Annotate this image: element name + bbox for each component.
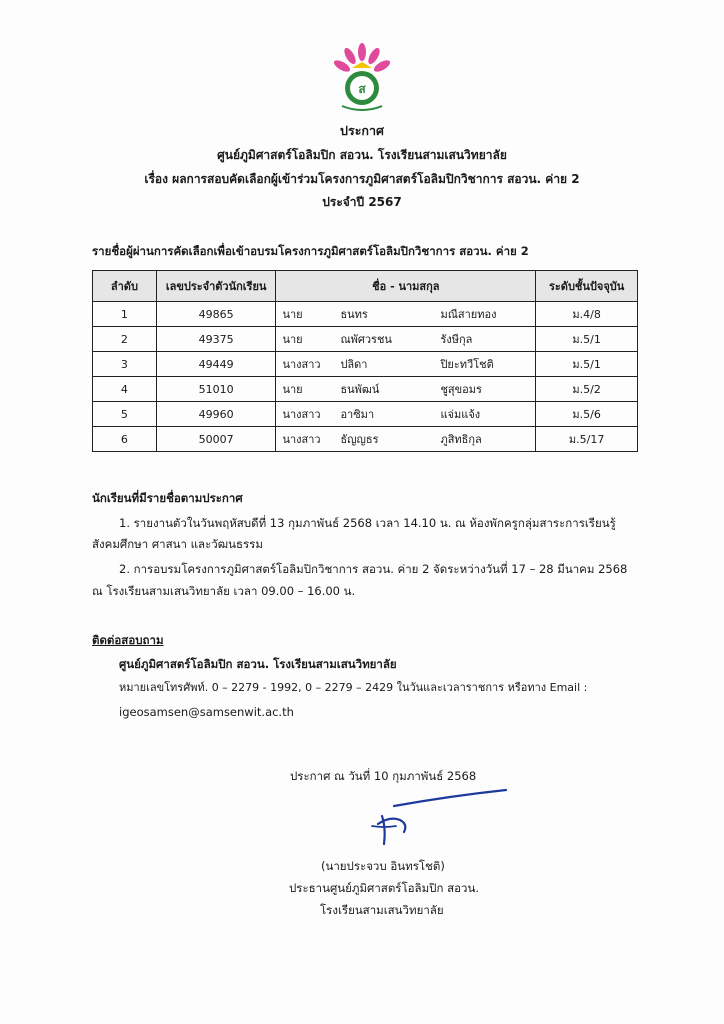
name-last: รังษีกุล <box>440 333 473 346</box>
name-title: นาย <box>282 308 303 321</box>
contact-org: ศูนย์ภูมิศาสตร์โอลิมปิก สอวน. โรงเรียนสามเสนวิทยาลัย <box>119 657 397 671</box>
signer-name: (นายประจวบ อินทรโชติ) <box>321 859 445 873</box>
col-header-no: ลำดับ <box>93 271 157 302</box>
name-last: มณีสายทอง <box>440 308 497 321</box>
notice-item-2-line-1: 2. การอบรมโครงการภูมิศาสตร์โอลิมปิกวิชาการ สอวน. ค่าย 2 จัดระหว่างวันที่ 17 – 28 มีนาคม 2568 <box>119 562 628 576</box>
signature <box>360 782 520 852</box>
name-first: อาซิมา <box>340 408 375 421</box>
cell-name <box>276 377 536 402</box>
svg-text:ส: ส <box>358 82 366 96</box>
cell-id: 51010 <box>156 377 276 402</box>
cell-no: 5 <box>93 402 157 427</box>
cell-no: 3 <box>93 352 157 377</box>
name-title: นาย <box>282 333 303 346</box>
cell-name <box>276 302 536 327</box>
cell-level: ม.5/1 <box>536 352 638 377</box>
notice-item-2-line-2: ณ โรงเรียนสามเสนวิทยาลัย เวลา 09.00 – 16.00 น. <box>92 584 356 598</box>
table-row <box>93 352 638 377</box>
name-last: ภูสิทธิกุล <box>440 433 482 446</box>
cell-name <box>276 402 536 427</box>
table-row <box>93 302 638 327</box>
cell-id: 49449 <box>156 352 276 377</box>
col-header-id: เลขประจำตัวนักเรียน <box>156 271 276 302</box>
announcement-subject: เรื่อง ผลการสอบคัดเลือกผู้เข้าร่วมโครงการภูมิศาสตร์โอลิมปิกวิชาการ สอวน. ค่าย 2 <box>144 172 580 186</box>
cell-name <box>276 352 536 377</box>
cell-level: ม.5/6 <box>536 402 638 427</box>
cell-level: ม.5/1 <box>536 327 638 352</box>
name-first: ธนพัฒน์ <box>340 383 380 396</box>
table-row <box>93 402 638 427</box>
table-row <box>93 327 638 352</box>
cell-id: 50007 <box>156 427 276 452</box>
notice-heading: นักเรียนที่มีรายชื่อตามประกาศ <box>92 491 243 505</box>
announcement-title: ประกาศ <box>340 123 384 138</box>
name-first: ณพัศวรชน <box>340 333 392 346</box>
table-header-row <box>93 271 638 302</box>
cell-level: ม.5/2 <box>536 377 638 402</box>
announcement-year: ประจำปี 2567 <box>322 195 402 209</box>
name-last: ชูสุขอมร <box>440 383 482 396</box>
announcement-date: ประกาศ ณ วันที่ 10 กุมภาพันธ์ 2568 <box>290 769 477 783</box>
name-last: แจ่มแจ้ง <box>440 408 481 421</box>
announcement-org: ศูนย์ภูมิศาสตร์โอลิมปิก สอวน. โรงเรียนสามเสนวิทยาลัย <box>217 148 507 162</box>
table-row <box>93 427 638 452</box>
name-first: ธนทร <box>340 308 368 321</box>
cell-name <box>276 327 536 352</box>
cell-no: 4 <box>93 377 157 402</box>
selected-students-table <box>92 270 638 452</box>
name-last: ปิยะทวีโชติ <box>440 358 494 371</box>
cell-level: ม.5/17 <box>536 427 638 452</box>
name-title: นาย <box>282 383 303 396</box>
cell-id: 49375 <box>156 327 276 352</box>
col-header-level: ระดับชั้นปัจจุบัน <box>536 271 638 302</box>
contact-heading: ติดต่อสอบถาม <box>92 633 164 647</box>
name-first: ธัญญธร <box>340 433 379 446</box>
contact-email[interactable]: igeosamsen@samsenwit.ac.th <box>119 705 294 719</box>
name-title: นางสาว <box>282 408 321 421</box>
school-logo <box>332 42 392 114</box>
cell-no: 1 <box>93 302 157 327</box>
cell-name <box>276 427 536 452</box>
cell-level: ม.4/8 <box>536 302 638 327</box>
col-header-name: ชื่อ - นามสกุล <box>276 271 536 302</box>
cell-id: 49960 <box>156 402 276 427</box>
signer-position: ประธานศูนย์ภูมิศาสตร์โอลิมปิก สอวน. <box>289 881 480 895</box>
name-title: นางสาว <box>282 433 321 446</box>
list-heading: รายชื่อผู้ผ่านการคัดเลือกเพื่อเข้าอบรมโครงการภูมิศาสตร์โอลิมปิกวิชาการ สอวน. ค่าย 2 <box>92 244 529 258</box>
cell-id: 49865 <box>156 302 276 327</box>
table-row <box>93 377 638 402</box>
notice-item-1-line-2: สังคมศึกษา ศาสนา และวัฒนธรรม <box>92 537 263 551</box>
signer-school: โรงเรียนสามเสนวิทยาลัย <box>320 903 444 917</box>
notice-item-1-line-1: 1. รายงานตัวในวันพฤหัสบดีที่ 13 กุมภาพันธ์ 2568 เวลา 14.10 น. ณ ห้องพักครูกลุ่มสาระการเรียนรู้ <box>119 516 616 530</box>
contact-phone: หมายเลขโทรศัพท์. 0 – 2279 - 1992, 0 – 2279 – 2429 ในวันและเวลาราชการ หรือทาง Email : <box>119 681 588 694</box>
cell-no: 2 <box>93 327 157 352</box>
name-title: นางสาว <box>282 358 321 371</box>
name-first: ปลิดา <box>340 358 368 371</box>
cell-no: 6 <box>93 427 157 452</box>
